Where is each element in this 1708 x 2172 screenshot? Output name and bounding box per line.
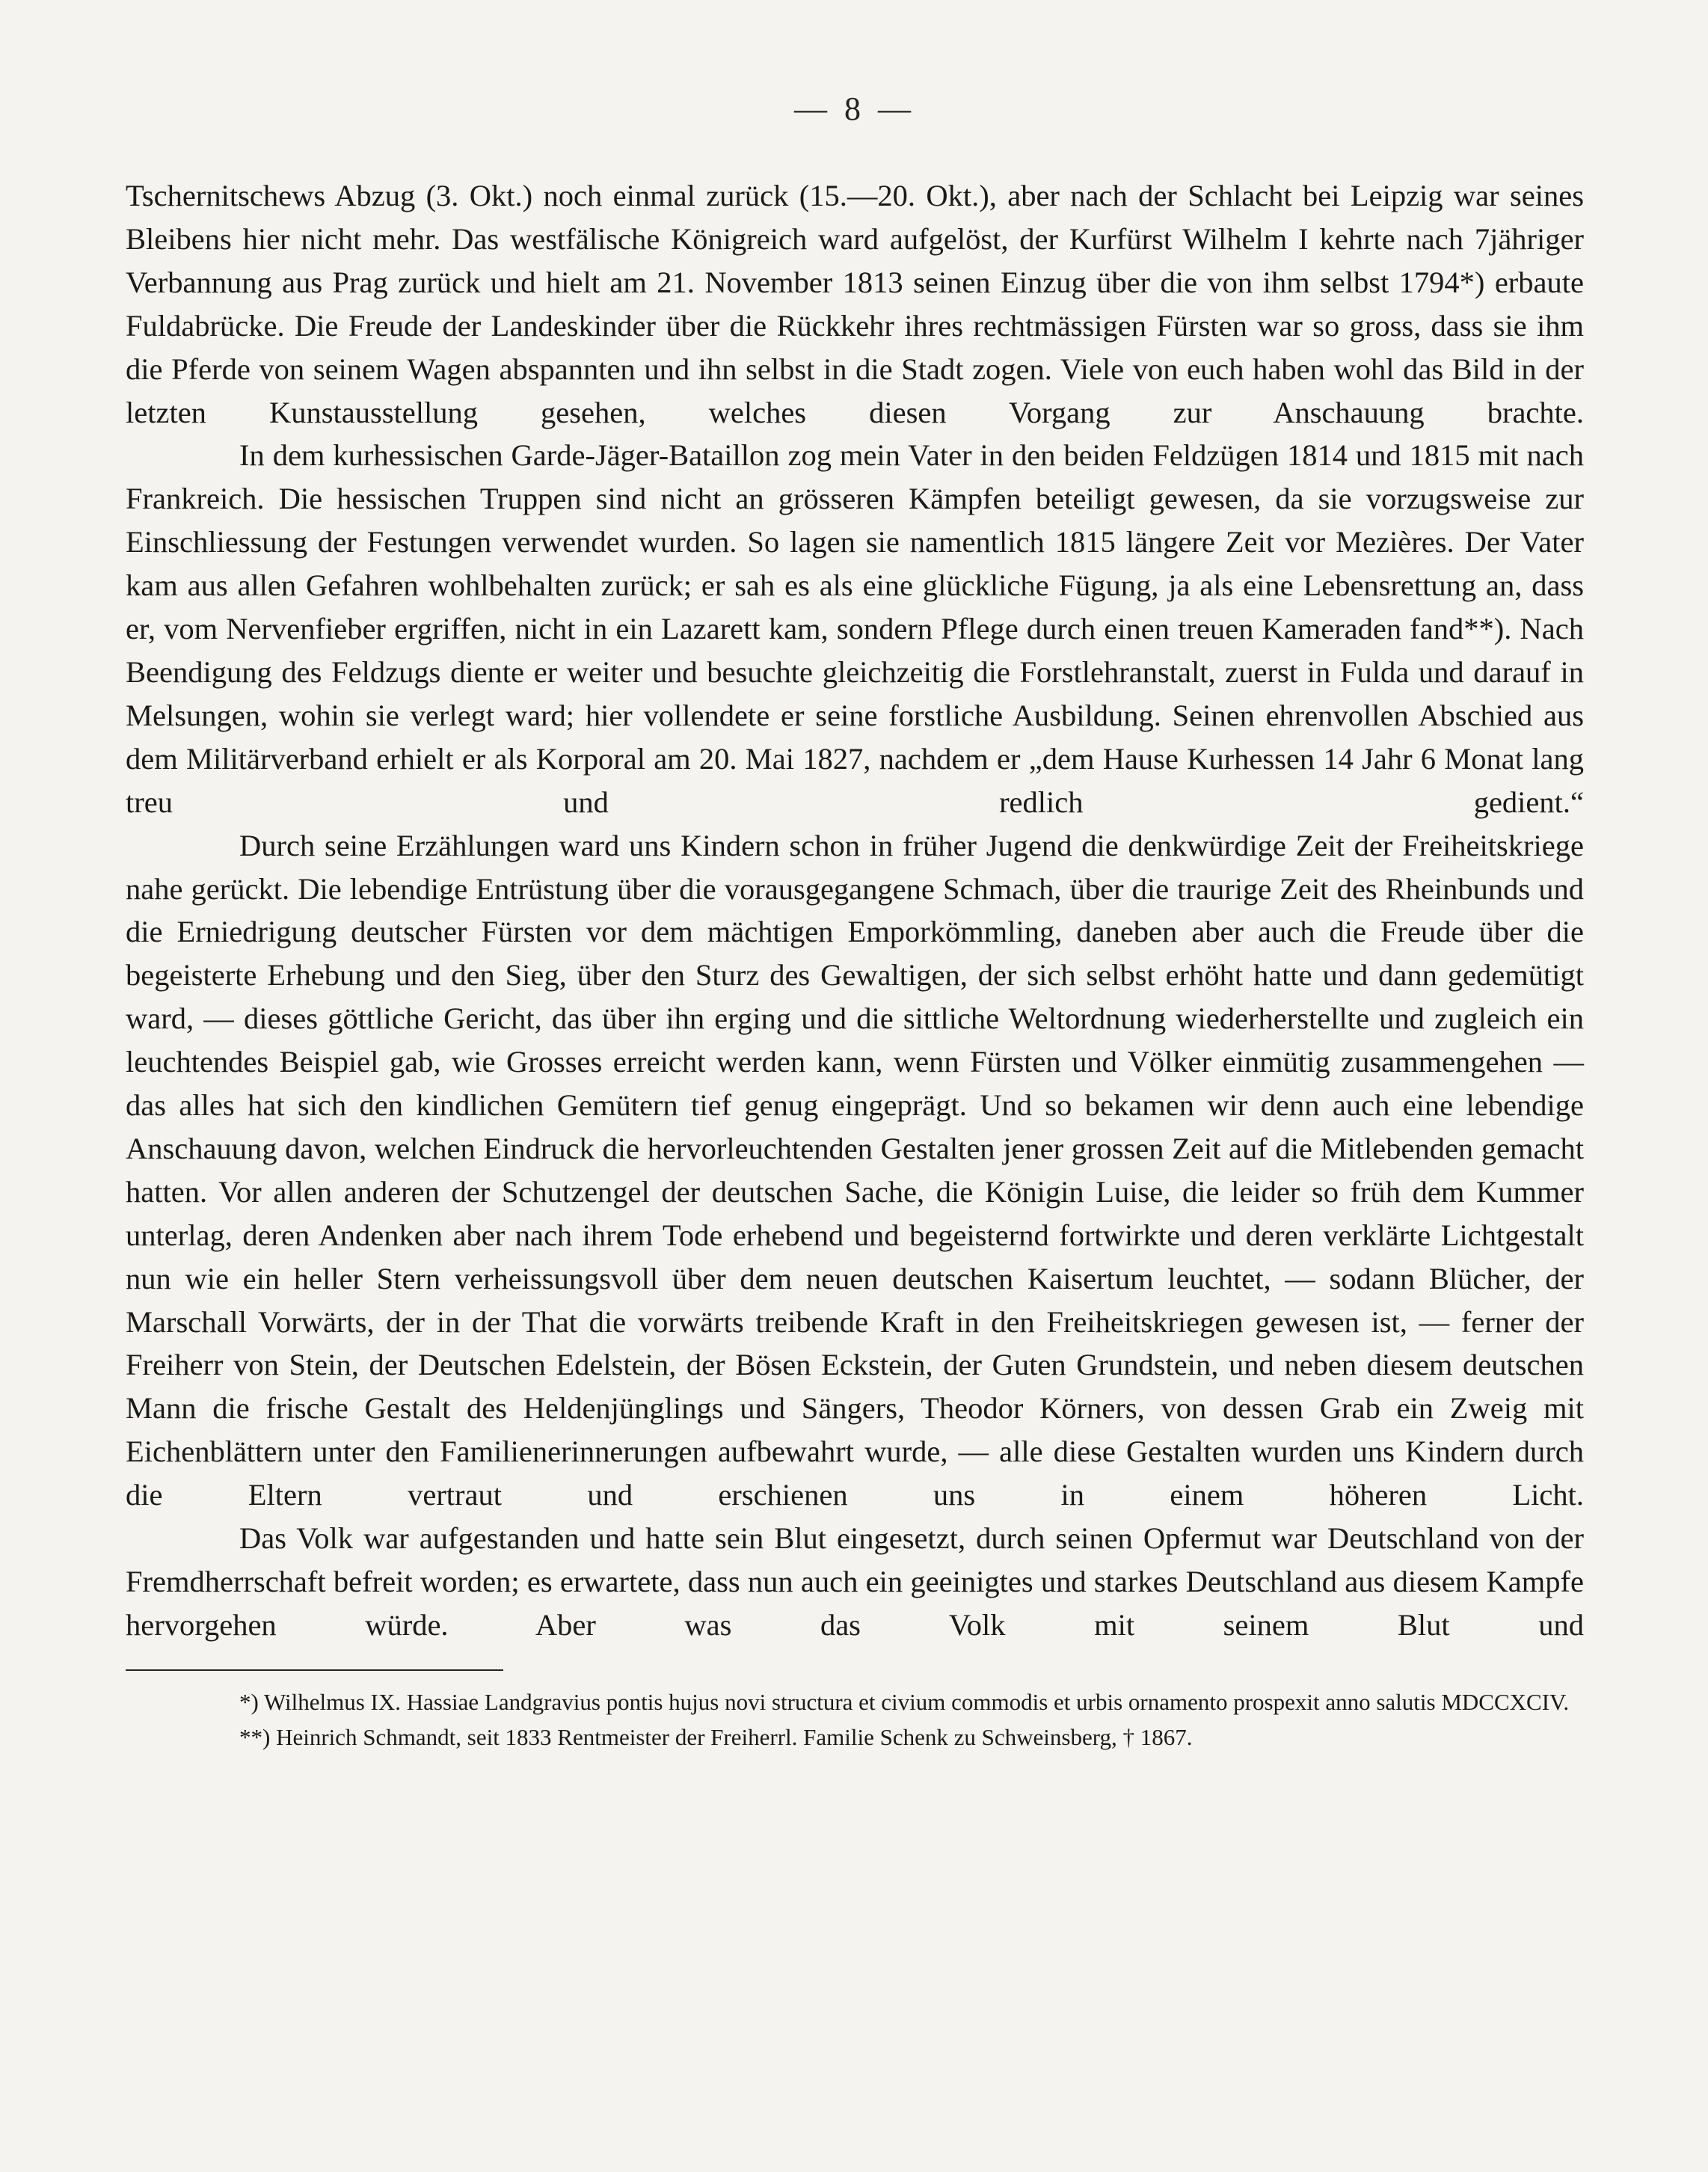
document-page <box>126 75 1584 2109</box>
footnote-1: *) Wilhelmus IX. Hassiae Landgravius pontis hujus novi structura et civium commodis et urbis ornamento prospexit anno salutis MDCCXCIV. <box>239 1688 1570 1715</box>
paragraph-3: Durch seine Erzählungen ward uns Kindern schon in früher Jugend die denkwürdige Zeit der Freiheitskriege nahe gerückt. Die lebendige Entrüstung über die vorausgegangene Schmach, über die traurige Zeit des Rheinbunds und die Erniedrigung deutscher Fürsten vor dem mächtigen Emporkömmling, daneben aber auch die Freude über die begeisterte Erhebung und den Sieg, über den Sturz des Gewaltigen, der sich selbst erhöht hatte und dann gedemütigt ward, — dieses göttliche Gericht, das über ihn erging und die sittliche Weltordnung wiederherstellte und zugleich ein leuchtendes Beispiel gab, wie Grosses erreicht werden kann, wenn Fürsten und Völker einmütig zusammengehen — das alles hat sich den kindlichen Gemütern tief genug eingeprägt. Und so bekamen wir denn auch eine lebendige Anschauung davon, welchen Eindruck die hervorleuchtenden Gestalten jener grossen Zeit auf die Mitlebenden gemacht hatten. Vor allen anderen der Schutzengel der deutschen Sache, die Königin Luise, die leider so früh dem Kummer unterlag, deren Andenken aber nach ihrem Tode erhebend und begeisternd fortwirkte und deren verklärte Lichtgestalt nun wie ein heller Stern verheissungsvoll über dem neuen deutschen Kaisertum leuchtet, — sodann Blücher, der Marschall Vorwärts, der in der That die vorwärts treibende Kraft in den Freiheitskriegen gewesen ist, — ferner der Freiherr von Stein, der Deutschen Edelstein, der Bösen Eckstein, der Guten Grundstein, und neben diesem deutschen Mann die frische Gestalt des Heldenjünglings und Sängers, Theodor Körners, von dessen Grab ein Zweig mit Eichenblättern unter den Familienerinnerungen aufbewahrt wurde, — alle diese Gestalten wurden uns Kindern durch die Eltern vertraut und erschienen uns in einem höheren Licht. <box>126 828 1584 1512</box>
footnote-divider <box>126 1669 503 1671</box>
footnotes <box>126 1684 1584 1755</box>
paragraph-1: Tschernitschews Abzug (3. Okt.) noch einmal zurück (15.—20. Okt.), aber nach der Schlacht bei Leipzig war seines Bleibens hier nicht mehr. Das westfälische Königreich ward aufgelöst, der Kurfürst Wilhelm I kehrte nach 7jähriger Verbannung aus Prag zurück und hielt am 21. November 1813 seinen Einzug über die von ihm selbst 1794*) erbaute Fuldabrücke. Die Freude der Landeskinder über die Rückkehr ihres rechtmässigen Fürsten war so gross, dass sie ihm die Pferde von seinem Wagen abspannten und ihn selbst in die Stadt zogen. Viele von euch haben wohl das Bild in der letzten Kunstausstellung gesehen, welches diesen Vorgang zur Anschauung brachte. <box>126 179 1584 429</box>
body-text <box>126 174 1584 1647</box>
paragraph-2: In dem kurhessischen Garde-Jäger-Bataillon zog mein Vater in den beiden Feldzügen 1814 und 1815 mit nach Frankreich. Die hessischen Truppen sind nicht an grösseren Kämpfen beteiligt gewesen, da sie vorzugsweise zur Einschliessung der Festungen verwendet wurden. So lagen sie namentlich 1815 längere Zeit vor Mezières. Der Vater kam aus allen Gefahren wohlbehalten zurück; er sah es als eine glückliche Fügung, ja als eine Lebensrettung an, dass er, vom Nervenfieber ergriffen, nicht in ein Lazarett kam, sondern Pflege durch einen treuen Kameraden fand**). Nach Beendigung des Feldzugs diente er weiter und besuchte gleichzeitig die Forstlehranstalt, zuerst in Fulda und darauf in Melsungen, wohin sie verlegt ward; hier vollendete er seine forstliche Ausbildung. Seinen ehrenvollen Abschied aus dem Militärverband erhielt er als Korporal am 20. Mai 1827, nachdem er „dem Hause Kurhessen 14 Jahr 6 Monat lang treu und redlich gedient.“ <box>126 438 1584 819</box>
footnote-2: **) Heinrich Schmandt, seit 1833 Rentmeister der Freiherrl. Familie Schenk zu Schweinsberg, † 1867. <box>239 1723 1193 1750</box>
paragraph-4: Das Volk war aufgestanden und hatte sein Blut eingesetzt, durch seinen Opfermut war Deutschland von der Fremdherrschaft befreit worden; es erwartete, dass nun auch ein geeinigtes und starkes Deutschland aus diesem Kampfe hervorgehen würde. Aber was das Volk mit seinem Blut und <box>126 1521 1584 1642</box>
page-number: — 8 — <box>794 90 915 127</box>
